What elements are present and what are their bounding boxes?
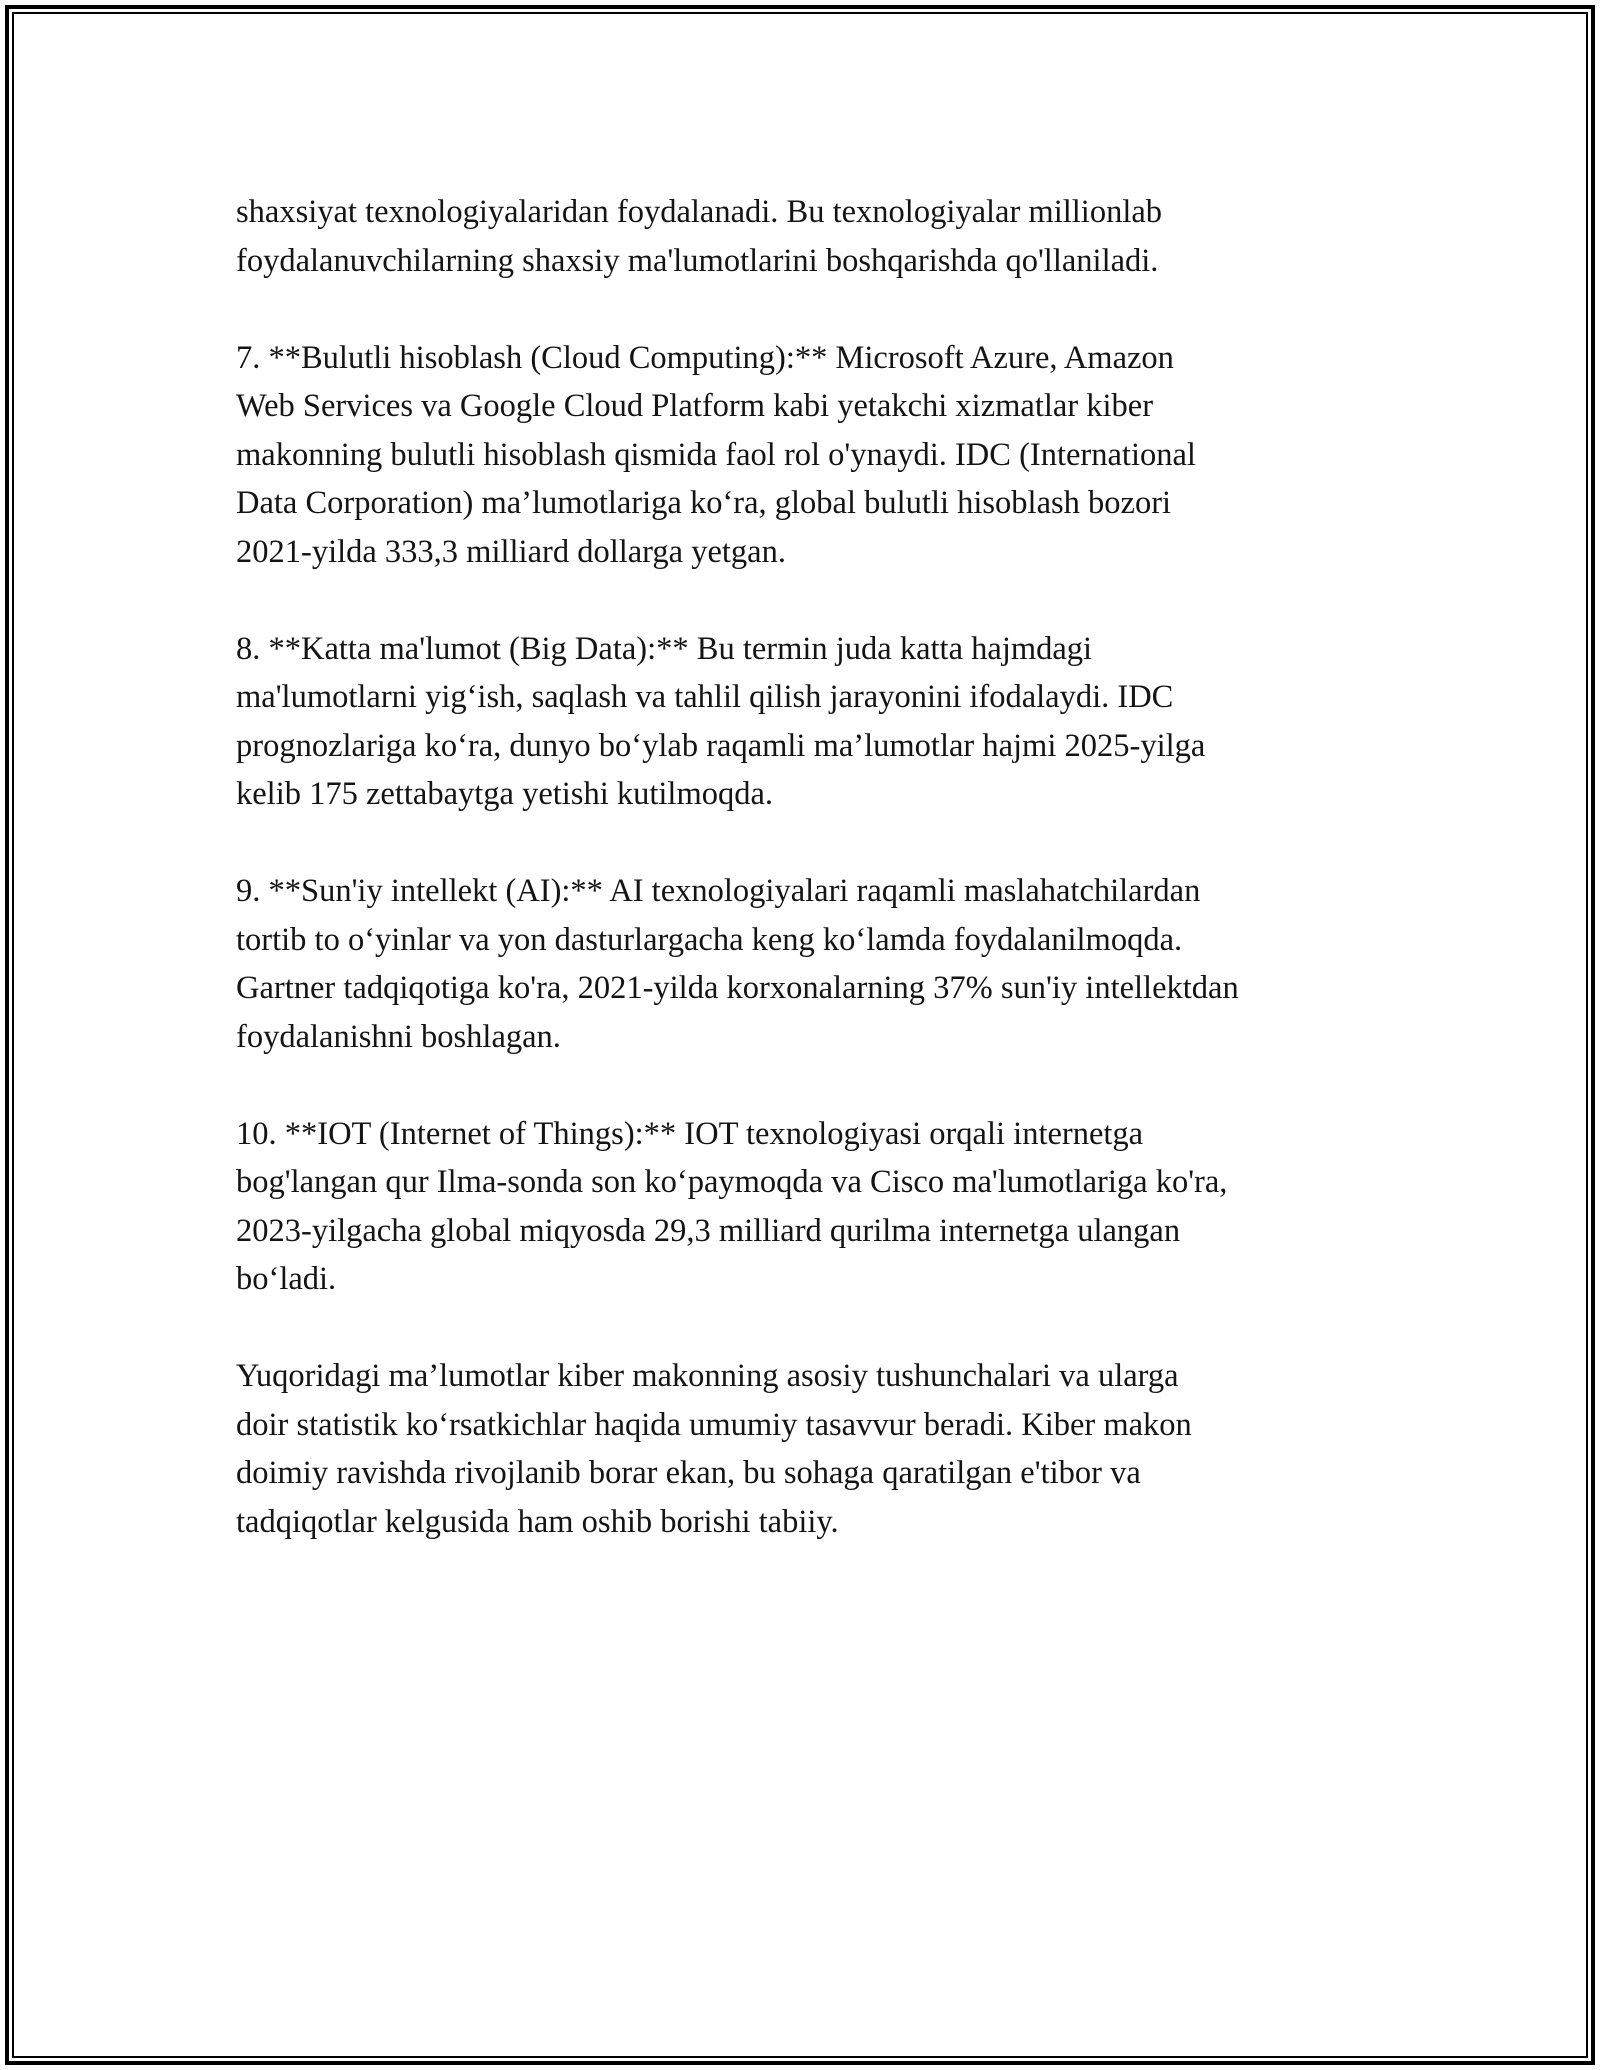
paragraph-cloud-computing: 7. **Bulutli hisoblash (Cloud Computing):** Microsoft Azure, Amazon Web Services va Google Cloud Platform kabi yetakchi xizmatlar kiber makonning bulutli hisoblash qismida faol rol o'ynaydi. IDC (International Data Corporation) ma’lumotlariga ko‘ra, global bulutli hisoblash bozori 2021-yilda 333,3 milliard dollarga yetgan. [236,339,1196,570]
paragraph-big-data: 8. **Katta ma'lumot (Big Data):** Bu termin juda katta hajmdagi ma'lumotlarni yig‘ish, saqlash va tahlil qilish jarayonini ifodalaydi. IDC prognozlariga ko‘ra, dunyo bo‘ylab raqamli ma’lumotlar hajmi 2025-yilga kelib 175 zettabaytga yetishi kutilmoqda. [236,630,1206,812]
paragraph-conclusion: Yuqoridagi ma’lumotlar kiber makonning asosiy tushunchalari va ularga doir statistik ko‘rsatkichlar haqida umumiy tasavvur beradi. Kiber makon doimiy ravishda rivojlanib borar ekan, bu sohaga qaratilgan e'tibor va tadqiqotlar kelgusida ham oshib borishi tabiiy. [236,1358,1192,1540]
document-body [236,188,1386,1595]
paragraph-ai: 9. **Sun'iy intellekt (AI):** AI texnologiyalari raqamli maslahatchilardan tortib to o‘yinlar va yon dasturlargacha keng ko‘lamda foydalanilmoqda. Gartner tadqiqotiga ko'ra, 2021-yilda korxonalarning 37% sun'iy intellektdan foydalanishni boshlagan. [236,873,1239,1055]
paragraph-continuation: shaxsiyat texnologiyalaridan foydalanadi. Bu texnologiyalar millionlab foydalanuvchilarning shaxsiy ma'lumotlarini boshqarishda qo'llaniladi. [236,194,1163,279]
paragraph-iot: 10. **IOT (Internet of Things):** IOT texnologiyasi orqali internetga bog'langan qur Ilma-sonda son ko‘paymoqda va Cisco ma'lumotlariga ko'ra, 2023-yilgacha global miqyosda 29,3 milliard qurilma internetga ulangan bo‘ladi. [236,1115,1228,1297]
